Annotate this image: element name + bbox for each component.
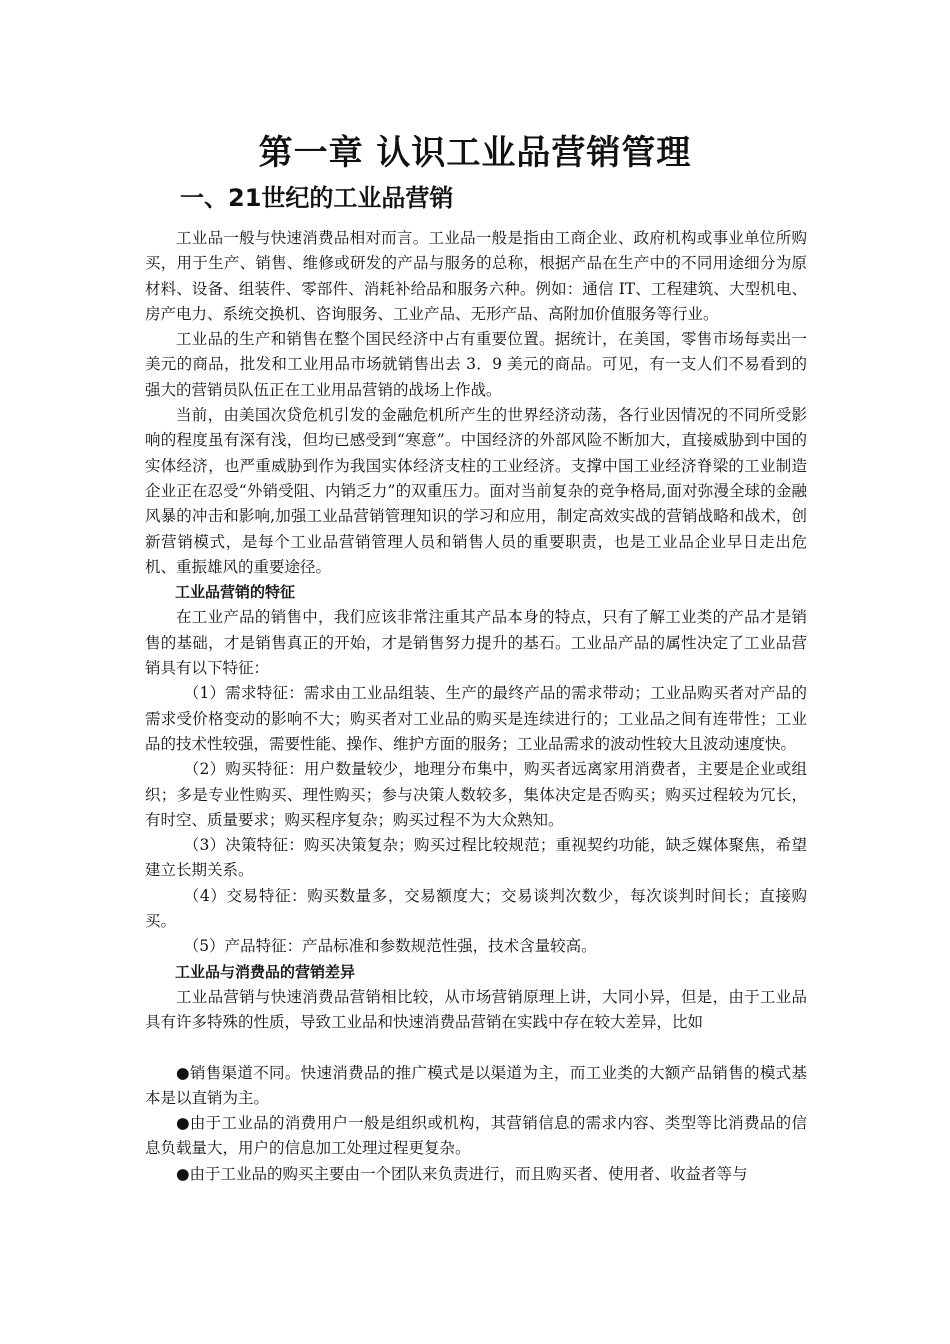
document-body — [145, 226, 807, 1187]
section-title: 一、21世纪的工业品营销 — [180, 184, 454, 212]
subheading-features: 工业品营销的特征 — [175, 583, 296, 602]
paragraph: 在工业产品的销售中，我们应该非常注重其产品本身的特点，只有了解工业类的产品才是销售的基础，才是销售真正的开始，才是销售努力提升的基石。工业品产品的属性决定了工业品营销具有以下特征： — [145, 608, 807, 678]
feature-item: （4）交易特征：购买数量多，交易额度大；交易谈判次数少，每次谈判时间长；直接购买。 — [145, 886, 807, 931]
subheading-differences: 工业品与消费品的营销差异 — [175, 962, 356, 981]
feature-item: （1）需求特征：需求由工业品组装、生产的最终产品的需求带动；工业品购买者对产品的需求受价格变动的影响不大；购买者对工业品的购买是连续进行的；工业品之间有连带性；工业品的技术性较强，需要性能、操作、维护方面的服务；工业品需求的波动性较大且波动速度快。 — [145, 684, 807, 753]
paragraph: 工业品营销与快速消费品营销相比较，从市场营销原理上讲，大同小异，但是，由于工业品具有许多特殊的性质，导致工业品和快速消费品营销在实践中存在较大差异，比如 — [145, 987, 807, 1032]
bullet-item: ●由于工业品的购买主要由一个团队来负责进行，而且购买者、使用者、收益者等与 — [176, 1164, 748, 1183]
feature-item: （5）产品特征：产品标准和参数规范性强，技术含量较高。 — [183, 937, 597, 956]
paragraph: 工业品的生产和销售在整个国民经济中占有重要位置。据统计，在美国，零售市场每卖出一美元的商品，批发和工业用品市场就销售出去 3．9 美元的商品。可见，有一支人们不易看到的强大的营销员队伍正在工业用品营销的战场上作战。 — [145, 330, 807, 399]
paragraph: 当前，由美国次贷危机引发的金融危机所产生的世界经济动荡，各行业因情况的不同所受影响的程度虽有深有浅，但均已感受到“寒意”。中国经济的外部风险不断加大，直接威胁到中国的实体经济，也严重威胁到作为我国实体经济支柱的工业经济。支撑中国工业经济脊梁的工业制造企业正在忍受“外销受阻、内销乏力”的双重压力。面对当前复杂的竞争格局,面对弥漫全球的金融风暴的冲击和影响,加强工业品营销管理知识的学习和应用，制定高效实战的营销战略和战术，创新营销模式，是每个工业品营销管理人员和销售人员的重要职责，也是工业品企业早日走出危机、重振雄风的重要途径。 — [145, 406, 807, 576]
feature-item: （2）购买特征：用户数量较少，地理分布集中，购买者远离家用消费者，主要是企业或组织；多是专业性购买、理性购买；参与决策人数较多，集体决定是否购买；购买过程较为冗长，有时空、质量要求；购买程序复杂；购买过程不为大众熟知。 — [145, 760, 807, 829]
chapter-title: 第一章 认识工业品营销管理 — [258, 133, 692, 173]
paragraph: 工业品一般与快速消费品相对而言。工业品一般是指由工商企业、政府机构或事业单位所购买，用于生产、销售、维修或研发的产品与服务的总称，根据产品在生产中的不同用途细分为原材料、设备、组装件、零部件、消耗补给品和服务六种。例如：通信 IT、工程建筑、大型机电、房产电力、系统交换机、咨询服务、工业产品、无形产品、高附加价值服务等行业。 — [145, 229, 807, 323]
feature-item: （3）决策特征：购买决策复杂；购买过程比较规范；重视契约功能，缺乏媒体聚焦，希望建立长期关系。 — [145, 836, 807, 880]
bullet-item: ●销售渠道不同。快速消费品的推广模式是以渠道为主，而工业类的大额产品销售的模式基本是以直销为主。 — [145, 1063, 807, 1107]
bullet-item: ●由于工业品的消费用户一般是组织或机构，其营销信息的需求内容、类型等比消费品的信息负载量大，用户的信息加工处理过程更复杂。 — [145, 1114, 807, 1158]
